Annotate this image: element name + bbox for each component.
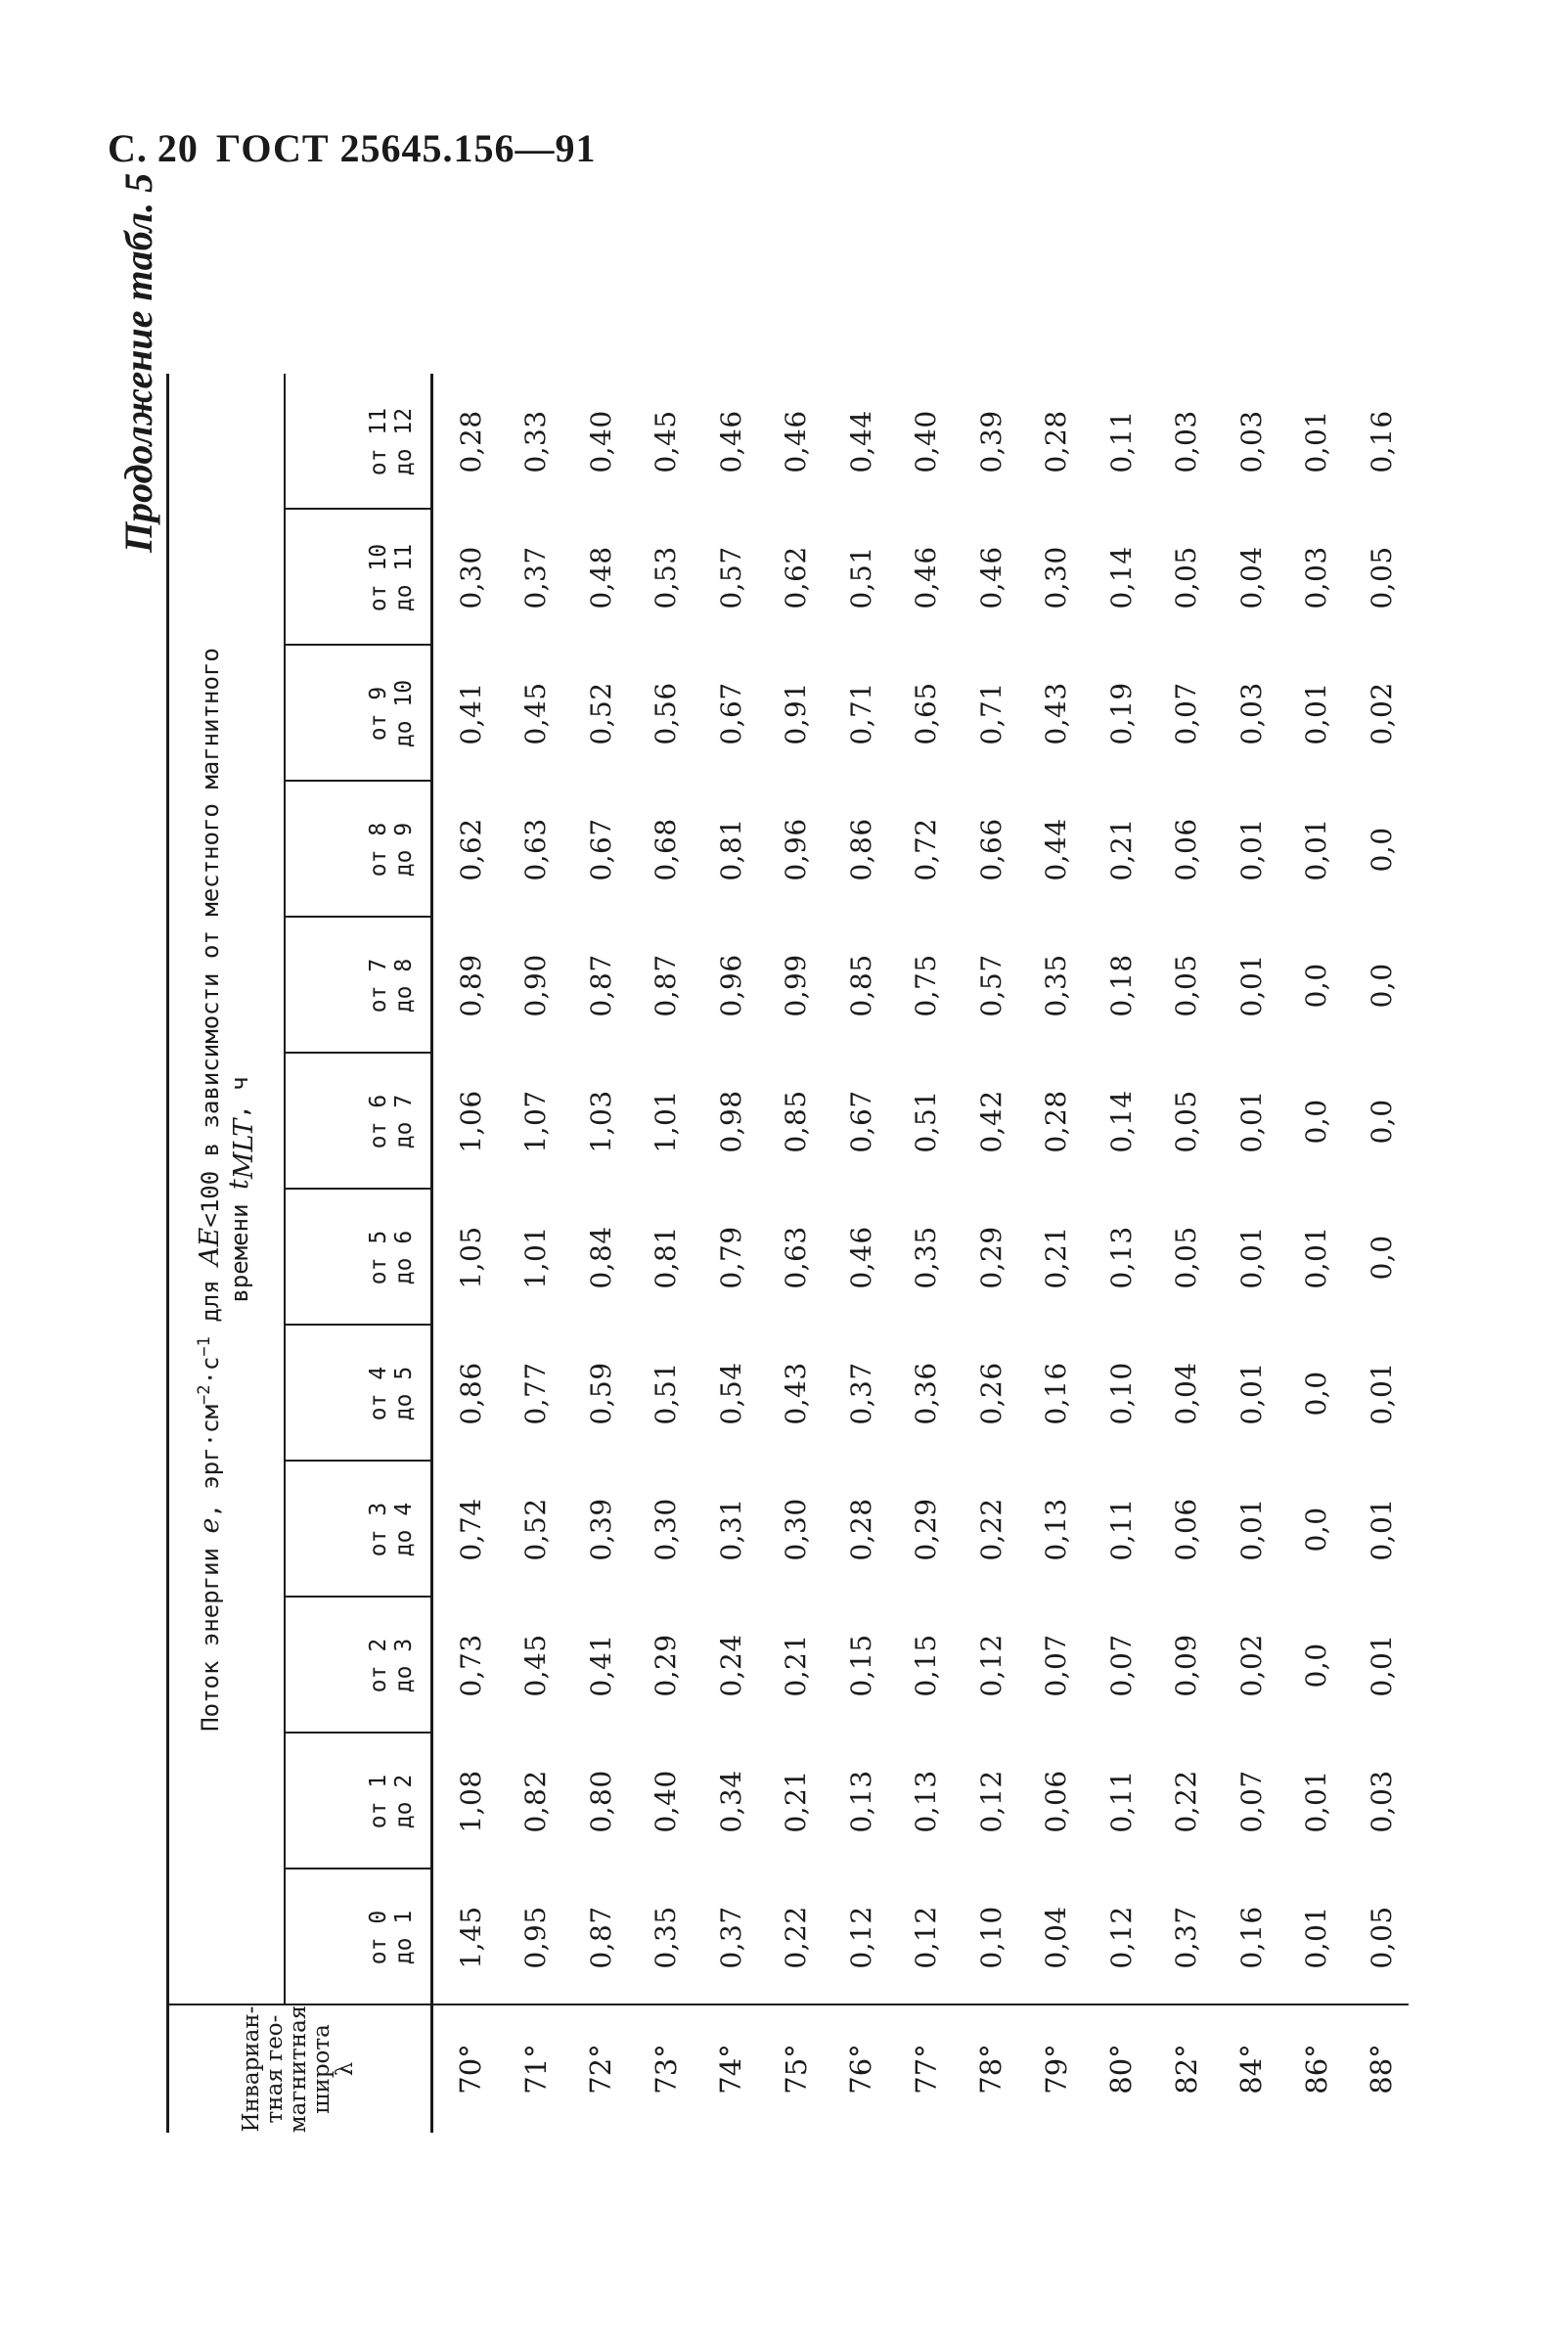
column-header-line: до 7 <box>391 1094 417 1149</box>
value-cell: 0,33 <box>519 410 553 473</box>
value-cell: 0,35 <box>650 1906 683 1969</box>
value-cell: 0,46 <box>780 410 813 473</box>
column-header-line: до 12 <box>391 407 417 476</box>
value-cell: 0,09 <box>1170 1634 1203 1697</box>
latitude-cell: 74° <box>714 2044 748 2094</box>
column-header-line: от 3 <box>366 1502 391 1557</box>
value-cell: 0,07 <box>1040 1634 1073 1697</box>
value-cell: 0,40 <box>650 1770 683 1833</box>
value-cell: 0,46 <box>974 546 1008 609</box>
t-symbol: t <box>223 1179 254 1190</box>
page-label: С. <box>108 126 148 170</box>
value-cell: 0,87 <box>584 1906 617 1969</box>
column-separator <box>284 916 430 918</box>
value-cell: 0,05 <box>1365 1906 1398 1969</box>
latitude-header-line: магнитная <box>286 2004 311 2134</box>
value-cell: 0,43 <box>1040 682 1073 745</box>
value-cell: 0,01 <box>1300 1770 1333 1833</box>
value-cell: 1,07 <box>519 1090 553 1153</box>
value-cell: 0,86 <box>454 1362 487 1425</box>
value-cell: 0,39 <box>974 410 1008 473</box>
value-cell: 0,63 <box>780 1226 813 1289</box>
value-cell: 0,79 <box>714 1226 747 1289</box>
value-cell: 0,63 <box>519 818 553 881</box>
latitude-header-line: широта <box>309 2024 335 2114</box>
latitude-header-line: Инвариан- <box>239 2005 264 2133</box>
value-cell: 0,30 <box>780 1498 813 1561</box>
value-cell: 0,0 <box>1365 963 1398 1009</box>
value-cell: 0,21 <box>780 1634 813 1697</box>
value-cell: 0,30 <box>650 1498 683 1561</box>
value-cell: 0,68 <box>650 818 683 881</box>
value-cell: 0,85 <box>780 1090 813 1153</box>
group-header-line2: времени <box>225 1203 253 1303</box>
column-header <box>352 510 430 646</box>
value-cell: 0,15 <box>844 1634 877 1697</box>
unit-exponent: −2 <box>194 1384 214 1405</box>
value-cell: 0,46 <box>714 410 747 473</box>
value-cell: 0,04 <box>1170 1362 1203 1425</box>
value-cell: 0,01 <box>1234 1226 1268 1289</box>
latitude-cell: 88° <box>1365 2044 1399 2094</box>
column-header-line: до 4 <box>391 1502 417 1557</box>
column-header-line: от 4 <box>366 1366 391 1421</box>
value-cell: 0,96 <box>714 954 747 1017</box>
column-header-line: от 9 <box>366 686 391 742</box>
latitude-column-header <box>166 2005 430 2133</box>
energy-flux-table <box>166 196 1418 2133</box>
column-separator <box>284 1188 430 1190</box>
value-cell: 0,39 <box>584 1498 617 1561</box>
value-cell: 0,11 <box>1104 1770 1138 1833</box>
value-cell: 0,06 <box>1170 818 1203 881</box>
value-cell: 0,19 <box>1104 682 1138 745</box>
value-cell: 0,05 <box>1170 954 1203 1017</box>
value-cell: 0,03 <box>1234 410 1268 473</box>
column-header-line: до 10 <box>391 679 417 748</box>
value-cell: 0,18 <box>1104 954 1138 1017</box>
column-header-line: до 6 <box>391 1230 417 1285</box>
page-number: 20 <box>157 126 199 170</box>
column-header-line: от 0 <box>366 1910 391 1965</box>
column-header <box>352 918 430 1054</box>
column-header <box>352 374 430 510</box>
value-cell: 0,37 <box>519 546 553 609</box>
value-cell: 0,12 <box>974 1634 1008 1697</box>
value-cell: 1,01 <box>650 1090 683 1153</box>
latitude-cell: 75° <box>779 2044 813 2094</box>
value-cell: 0,21 <box>780 1770 813 1833</box>
value-cell: 0,05 <box>1170 1090 1203 1153</box>
latitude-cell: 79° <box>1039 2044 1073 2094</box>
value-cell: 0,10 <box>974 1906 1008 1969</box>
column-separator <box>284 1052 430 1054</box>
value-cell: 0,0 <box>1365 827 1398 873</box>
standard-code: ГОСТ 25645.156—91 <box>215 126 597 170</box>
value-cell: 0,01 <box>1234 1090 1268 1153</box>
value-cell: 0,26 <box>974 1362 1008 1425</box>
value-cell: 0,28 <box>844 1498 877 1561</box>
value-cell: 0,03 <box>1300 546 1333 609</box>
value-cell: 0,22 <box>974 1498 1008 1561</box>
value-cell: 0,72 <box>910 818 943 881</box>
value-cell: 0,41 <box>454 682 487 745</box>
column-header <box>352 1054 430 1190</box>
latitude-cell: 76° <box>844 2044 878 2094</box>
value-cell: 0,05 <box>1170 1226 1203 1289</box>
value-cell: 0,67 <box>584 818 617 881</box>
value-cell: 0,16 <box>1365 410 1398 473</box>
value-cell: 0,40 <box>584 410 617 473</box>
value-cell: 0,07 <box>1170 682 1203 745</box>
value-cell: 0,40 <box>910 410 943 473</box>
value-cell: 1,08 <box>454 1770 487 1833</box>
column-header-line: от 5 <box>366 1230 391 1285</box>
value-cell: 0,28 <box>454 410 487 473</box>
value-cell: 0,01 <box>1234 1362 1268 1425</box>
value-cell: 0,01 <box>1234 1498 1268 1561</box>
value-cell: 0,30 <box>1040 546 1073 609</box>
value-cell: 0,30 <box>454 546 487 609</box>
value-cell: 0,07 <box>1104 1634 1138 1697</box>
value-cell: 0,35 <box>1040 954 1073 1017</box>
page-header <box>108 125 597 171</box>
value-cell: 0,67 <box>844 1090 877 1153</box>
value-cell: 0,44 <box>844 410 877 473</box>
value-cell: 0,53 <box>650 546 683 609</box>
value-cell: 0,82 <box>519 1770 553 1833</box>
value-cell: 0,42 <box>974 1090 1008 1153</box>
value-cell: 0,59 <box>584 1362 617 1425</box>
latitude-cell: 82° <box>1169 2044 1203 2094</box>
ae-symbol: AE <box>194 1227 225 1266</box>
value-cell: 0,15 <box>910 1634 943 1697</box>
column-header-line: от 11 <box>366 407 391 476</box>
value-cell: 0,46 <box>910 546 943 609</box>
value-cell: 0,01 <box>1365 1498 1398 1561</box>
column-header-line: от 8 <box>366 822 391 878</box>
unit-exponent: −1 <box>194 1336 214 1357</box>
value-cell: 0,05 <box>1365 546 1398 609</box>
column-separator <box>284 1460 430 1462</box>
latitude-header-symbol: λ <box>333 2061 358 2077</box>
value-cell: 0,03 <box>1365 1770 1398 1833</box>
value-cell: 0,07 <box>1234 1770 1268 1833</box>
value-cell: 0,13 <box>1040 1498 1073 1561</box>
mlt-subscript: MLT <box>229 1118 260 1180</box>
value-cell: 0,16 <box>1234 1906 1268 1969</box>
latitude-cell: 80° <box>1104 2044 1139 2094</box>
latitude-cell: 84° <box>1234 2044 1269 2094</box>
value-cell: 0,71 <box>844 682 877 745</box>
latitude-cell: 70° <box>454 2044 488 2094</box>
column-header <box>352 646 430 782</box>
value-cell: 0,01 <box>1300 1226 1333 1289</box>
value-cell: 0,95 <box>519 1906 553 1969</box>
value-cell: 0,73 <box>454 1634 487 1697</box>
value-cell: 0,03 <box>1170 410 1203 473</box>
value-cell: 0,99 <box>780 954 813 1017</box>
table-top-rule <box>166 374 169 2133</box>
value-cell: 0,75 <box>910 954 943 1017</box>
value-cell: 0,46 <box>844 1226 877 1289</box>
value-cell: 0,11 <box>1104 410 1138 473</box>
value-cell: 0,84 <box>584 1226 617 1289</box>
value-cell: 0,37 <box>714 1906 747 1969</box>
latitude-cell: 86° <box>1299 2044 1333 2094</box>
time-unit: , ч <box>225 1076 253 1119</box>
latitude-cell: 77° <box>909 2044 943 2094</box>
value-cell: 0,51 <box>910 1090 943 1153</box>
value-cell: 0,81 <box>714 818 747 881</box>
value-cell: 0,62 <box>454 818 487 881</box>
column-header-line: от 6 <box>366 1094 391 1149</box>
value-cell: 0,34 <box>714 1770 747 1833</box>
value-cell: 0,56 <box>650 682 683 745</box>
value-cell: 0,65 <box>910 682 943 745</box>
value-cell: 0,71 <box>974 682 1008 745</box>
value-cell: 0,24 <box>714 1634 747 1697</box>
value-cell: 0,77 <box>519 1362 553 1425</box>
value-cell: 0,91 <box>780 682 813 745</box>
value-cell: 0,45 <box>650 410 683 473</box>
value-cell: 1,06 <box>454 1090 487 1153</box>
value-cell: 0,43 <box>780 1362 813 1425</box>
value-cell: 0,52 <box>519 1498 553 1561</box>
value-cell: 0,01 <box>1365 1362 1398 1425</box>
column-separator <box>284 1732 430 1734</box>
value-cell: 0,0 <box>1300 1099 1333 1145</box>
value-cell: 0,01 <box>1300 818 1333 881</box>
value-cell: 0,06 <box>1170 1498 1203 1561</box>
value-cell: 0,01 <box>1234 818 1268 881</box>
e-symbol: e <box>194 1517 225 1534</box>
value-cell: 0,04 <box>1040 1906 1073 1969</box>
value-cell: 0,37 <box>844 1362 877 1425</box>
value-cell: 0,86 <box>844 818 877 881</box>
latitude-cell: 71° <box>518 2044 553 2094</box>
value-cell: 0,03 <box>1234 682 1268 745</box>
value-cell: 0,22 <box>1170 1770 1203 1833</box>
value-cell: 0,36 <box>910 1362 943 1425</box>
value-cell: 0,13 <box>844 1770 877 1833</box>
value-cell: 0,51 <box>650 1362 683 1425</box>
column-header-line: от 2 <box>366 1638 391 1693</box>
latitude-cell: 72° <box>584 2044 618 2094</box>
value-cell: 1,05 <box>454 1226 487 1289</box>
value-cell: 1,45 <box>454 1906 487 1969</box>
value-cell: 0,16 <box>1040 1362 1073 1425</box>
value-cell: 0,87 <box>650 954 683 1017</box>
value-cell: 0,41 <box>584 1634 617 1697</box>
column-separator <box>284 508 430 510</box>
latitude-cell: 78° <box>974 2044 1008 2094</box>
column-separator <box>284 1596 430 1598</box>
value-cell: 0,01 <box>1300 410 1333 473</box>
column-header-line: до 8 <box>391 958 417 1013</box>
value-cell: 0,31 <box>714 1498 747 1561</box>
column-header <box>352 1598 430 1734</box>
value-cell: 0,0 <box>1300 1371 1333 1417</box>
latitude-header-line: тная гео- <box>262 2014 288 2124</box>
column-header-line: до 5 <box>391 1366 417 1421</box>
column-header-line: до 1 <box>391 1910 417 1965</box>
value-cell: 0,37 <box>1170 1906 1203 1969</box>
value-cell: 0,04 <box>1234 546 1268 609</box>
value-cell: 0,74 <box>454 1498 487 1561</box>
value-cell: 0,67 <box>714 682 747 745</box>
condition-word: для <box>196 1280 224 1323</box>
value-cell: 0,98 <box>714 1090 747 1153</box>
column-header <box>352 782 430 918</box>
value-cell: 0,35 <box>910 1226 943 1289</box>
group-header-lead: Поток энергии <box>196 1547 224 1732</box>
value-cell: 0,89 <box>454 954 487 1017</box>
column-header-line: до 3 <box>391 1638 417 1693</box>
value-cell: 0,29 <box>650 1634 683 1697</box>
value-cell: 0,05 <box>1170 546 1203 609</box>
column-header <box>352 1462 430 1598</box>
value-cell: 0,90 <box>519 954 553 1017</box>
header-bottom-rule <box>430 374 433 2133</box>
column-separator <box>284 1324 430 1326</box>
unit-mid: ·с <box>196 1356 224 1385</box>
value-cell: 0,80 <box>584 1770 617 1833</box>
value-cell: 0,48 <box>584 546 617 609</box>
latitude-column-rule <box>166 2004 1409 2005</box>
value-cell: 0,12 <box>1104 1906 1138 1969</box>
column-separator <box>284 644 430 646</box>
unit-base: , эрг·см <box>196 1404 224 1518</box>
value-cell: 0,11 <box>1104 1498 1138 1561</box>
value-cell: 0,13 <box>910 1770 943 1833</box>
column-header <box>352 1190 430 1326</box>
value-cell: 0,01 <box>1300 1906 1333 1969</box>
latitude-cell: 73° <box>649 2044 683 2094</box>
value-cell: 0,28 <box>1040 410 1073 473</box>
energy-flux-group-header <box>166 374 284 2005</box>
value-cell: 0,28 <box>1040 1090 1073 1153</box>
column-header-line: от 1 <box>366 1774 391 1829</box>
value-cell: 0,14 <box>1104 546 1138 609</box>
value-cell: 0,66 <box>974 818 1008 881</box>
value-cell: 0,0 <box>1365 1235 1398 1281</box>
value-cell: 1,03 <box>584 1090 617 1153</box>
value-cell: 0,0 <box>1300 963 1333 1009</box>
column-header <box>352 1326 430 1462</box>
value-cell: 0,54 <box>714 1362 747 1425</box>
column-separator <box>284 780 430 782</box>
value-cell: 0,45 <box>519 1634 553 1697</box>
column-header <box>352 1734 430 1869</box>
value-cell: 0,01 <box>1300 682 1333 745</box>
value-cell: 0,12 <box>910 1906 943 1969</box>
value-cell: 0,62 <box>780 546 813 609</box>
value-cell: 0,22 <box>780 1906 813 1969</box>
value-cell: 0,06 <box>1040 1770 1073 1833</box>
value-cell: 0,0 <box>1300 1643 1333 1689</box>
column-header <box>352 1869 430 2005</box>
value-cell: 0,52 <box>584 682 617 745</box>
value-cell: 0,10 <box>1104 1362 1138 1425</box>
value-cell: 0,01 <box>1234 954 1268 1017</box>
table-continuation-title: Продолжение табл. 5 <box>116 172 160 553</box>
value-cell: 0,85 <box>844 954 877 1017</box>
value-cell: 0,29 <box>974 1226 1008 1289</box>
column-header-line: до 9 <box>391 822 417 878</box>
value-cell: 0,12 <box>974 1770 1008 1833</box>
value-cell: 0,96 <box>780 818 813 881</box>
value-cell: 0,57 <box>974 954 1008 1017</box>
column-header-line: от 10 <box>366 543 391 612</box>
value-cell: 0,51 <box>844 546 877 609</box>
value-cell: 0,81 <box>650 1226 683 1289</box>
value-cell: 1,01 <box>519 1226 553 1289</box>
value-cell: 0,02 <box>1365 682 1398 745</box>
value-cell: 0,57 <box>714 546 747 609</box>
value-cell: 0,45 <box>519 682 553 745</box>
value-cell: 0,02 <box>1234 1634 1268 1697</box>
group-header-rule <box>284 374 286 2005</box>
column-header-line: от 7 <box>366 958 391 1013</box>
value-cell: 0,21 <box>1104 818 1138 881</box>
value-cell: 0,87 <box>584 954 617 1017</box>
column-header-line: до 11 <box>391 543 417 612</box>
value-cell: 0,44 <box>1040 818 1073 881</box>
column-separator <box>284 1868 430 1869</box>
value-cell: 0,21 <box>1040 1226 1073 1289</box>
value-cell: 0,01 <box>1365 1634 1398 1697</box>
value-cell: 0,14 <box>1104 1090 1138 1153</box>
value-cell: 0,0 <box>1300 1507 1333 1553</box>
value-cell: 0,13 <box>1104 1226 1138 1289</box>
value-cell: 0,0 <box>1365 1099 1398 1145</box>
value-cell: 0,12 <box>844 1906 877 1969</box>
condition-rest: <100 в зависимости от местного магнитного <box>196 648 224 1228</box>
column-header-line: до 2 <box>391 1774 417 1829</box>
value-cell: 0,29 <box>910 1498 943 1561</box>
